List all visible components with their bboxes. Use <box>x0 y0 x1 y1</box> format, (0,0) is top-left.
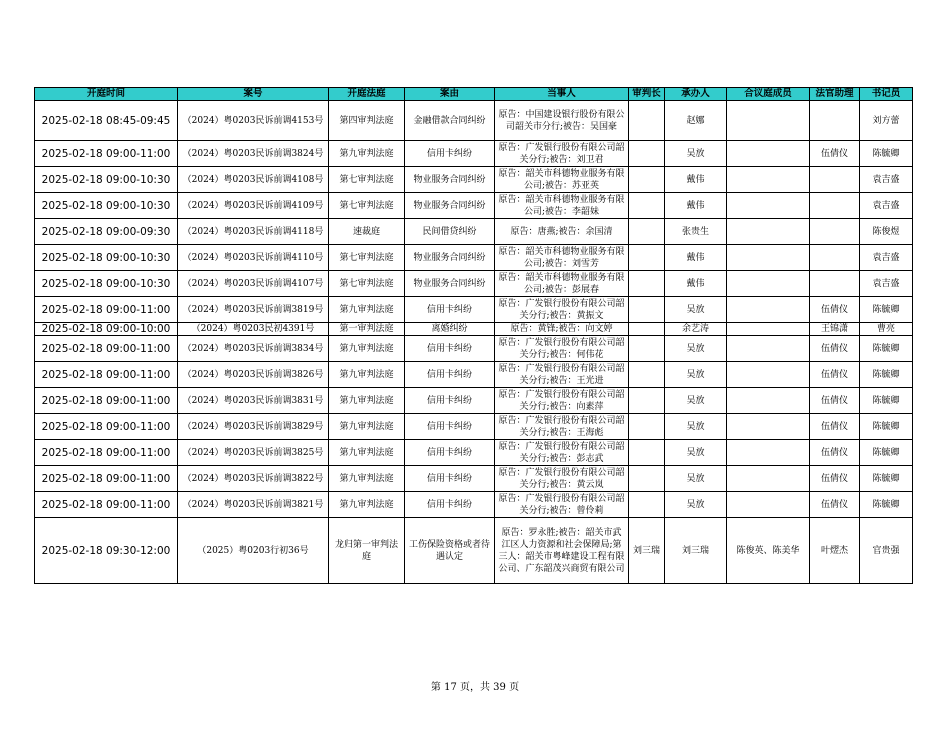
cause-cell: 物业服务合同纠纷 <box>405 193 495 219</box>
time-cell: 2025-02-18 09:00-11:00 <box>35 466 178 492</box>
handler-cell: 吴放 <box>665 362 727 388</box>
chief-judge-cell <box>629 414 665 440</box>
panel-cell <box>727 388 810 414</box>
parties-cell: 原告：广发银行股份有限公司韶关分行;被告：向素萍 <box>495 388 629 414</box>
case-number-cell: （2024）粤0203民初4391号 <box>178 323 329 336</box>
court-cell: 第九审判法庭 <box>329 336 405 362</box>
chief-judge-cell <box>629 388 665 414</box>
parties-cell: 原告：广发银行股份有限公司韶关分行;被告：刘卫君 <box>495 141 629 167</box>
handler-cell: 吴放 <box>665 492 727 518</box>
panel-cell <box>727 141 810 167</box>
cause-cell: 信用卡纠纷 <box>405 141 495 167</box>
table-row <box>35 219 913 245</box>
table-row <box>35 167 913 193</box>
clerk-cell: 陈俊煜 <box>860 219 913 245</box>
handler-cell: 戴伟 <box>665 167 727 193</box>
court-cell: 第九审判法庭 <box>329 414 405 440</box>
panel-cell <box>727 219 810 245</box>
court-cell: 第九审判法庭 <box>329 388 405 414</box>
chief-judge-cell <box>629 167 665 193</box>
time-cell: 2025-02-18 09:00-10:30 <box>35 167 178 193</box>
case-number-cell: （2024）粤0203民诉前调4153号 <box>178 101 329 141</box>
handler-cell: 戴伟 <box>665 245 727 271</box>
panel-cell <box>727 414 810 440</box>
cause-cell: 信用卡纠纷 <box>405 414 495 440</box>
parties-cell: 原告：黄锋;被告：向文婷 <box>495 323 629 336</box>
table-row <box>35 440 913 466</box>
time-cell: 2025-02-18 09:00-11:00 <box>35 388 178 414</box>
case-number-cell: （2024）粤0203民诉前调3822号 <box>178 466 329 492</box>
handler-cell: 戴伟 <box>665 271 727 297</box>
cause-cell: 信用卡纠纷 <box>405 466 495 492</box>
case-number-cell: （2024）粤0203民诉前调3825号 <box>178 440 329 466</box>
time-cell: 2025-02-18 09:00-11:00 <box>35 414 178 440</box>
chief-judge-cell <box>629 245 665 271</box>
cause-cell: 信用卡纠纷 <box>405 440 495 466</box>
assistant-cell <box>810 167 860 193</box>
column-header: 当事人 <box>495 88 629 101</box>
assistant-cell: 伍倩仪 <box>810 440 860 466</box>
cause-cell: 信用卡纠纷 <box>405 297 495 323</box>
chief-judge-cell <box>629 362 665 388</box>
handler-cell: 吴放 <box>665 141 727 167</box>
case-number-cell: （2024）粤0203民诉前调4107号 <box>178 271 329 297</box>
case-number-cell: （2024）粤0203民诉前调3826号 <box>178 362 329 388</box>
handler-cell: 吴放 <box>665 336 727 362</box>
chief-judge-cell <box>629 193 665 219</box>
case-number-cell: （2024）粤0203民诉前调3824号 <box>178 141 329 167</box>
table-row <box>35 336 913 362</box>
time-cell: 2025-02-18 08:45-09:45 <box>35 101 178 141</box>
court-cell: 第一审判法庭 <box>329 323 405 336</box>
time-cell: 2025-02-18 09:00-09:30 <box>35 219 178 245</box>
cause-cell: 物业服务合同纠纷 <box>405 271 495 297</box>
court-cell: 第四审判法庭 <box>329 101 405 141</box>
clerk-cell: 刘方蕾 <box>860 101 913 141</box>
column-header: 承办人 <box>665 88 727 101</box>
court-cell: 第九审判法庭 <box>329 440 405 466</box>
clerk-cell: 陈毓卿 <box>860 141 913 167</box>
column-header: 案由 <box>405 88 495 101</box>
assistant-cell: 伍倩仪 <box>810 492 860 518</box>
assistant-cell: 伍倩仪 <box>810 388 860 414</box>
header-row <box>35 88 913 101</box>
chief-judge-cell <box>629 141 665 167</box>
handler-cell: 吴放 <box>665 388 727 414</box>
clerk-cell: 曹亮 <box>860 323 913 336</box>
court-cell: 第九审判法庭 <box>329 297 405 323</box>
table-row <box>35 388 913 414</box>
case-number-cell: （2024）粤0203民诉前调3829号 <box>178 414 329 440</box>
panel-cell <box>727 323 810 336</box>
clerk-cell: 陈毓卿 <box>860 297 913 323</box>
case-number-cell: （2024）粤0203民诉前调4108号 <box>178 167 329 193</box>
parties-cell: 原告：广发银行股份有限公司韶关分行;被告：王光进 <box>495 362 629 388</box>
time-cell: 2025-02-18 09:00-10:30 <box>35 271 178 297</box>
panel-cell <box>727 193 810 219</box>
parties-cell: 原告：广发银行股份有限公司韶关分行;被告：彭志武 <box>495 440 629 466</box>
table-row <box>35 323 913 336</box>
assistant-cell <box>810 245 860 271</box>
case-number-cell: （2024）粤0203民诉前调4118号 <box>178 219 329 245</box>
clerk-cell: 袁吉盛 <box>860 271 913 297</box>
time-cell: 2025-02-18 09:00-11:00 <box>35 492 178 518</box>
table-row <box>35 101 913 141</box>
cause-cell: 离婚纠纷 <box>405 323 495 336</box>
assistant-cell <box>810 219 860 245</box>
court-cell: 第九审判法庭 <box>329 492 405 518</box>
handler-cell: 吴放 <box>665 414 727 440</box>
panel-cell <box>727 167 810 193</box>
chief-judge-cell <box>629 336 665 362</box>
time-cell: 2025-02-18 09:00-11:00 <box>35 440 178 466</box>
hearing-schedule-table <box>34 87 913 584</box>
clerk-cell: 陈毓卿 <box>860 414 913 440</box>
chief-judge-cell <box>629 271 665 297</box>
chief-judge-cell <box>629 101 665 141</box>
handler-cell: 吴放 <box>665 297 727 323</box>
table-row <box>35 466 913 492</box>
cause-cell: 信用卡纠纷 <box>405 492 495 518</box>
time-cell: 2025-02-18 09:00-11:00 <box>35 297 178 323</box>
column-header: 法官助理 <box>810 88 860 101</box>
case-number-cell: （2024）粤0203民诉前调3834号 <box>178 336 329 362</box>
cause-cell: 工伤保险资格或者待遇认定 <box>405 518 495 584</box>
case-number-cell: （2024）粤0203民诉前调3821号 <box>178 492 329 518</box>
parties-cell: 原告：广发银行股份有限公司韶关分行;被告：黄云岚 <box>495 466 629 492</box>
handler-cell: 余艺涛 <box>665 323 727 336</box>
parties-cell: 原告：韶关市科德物业服务有限公司;被告：彭展春 <box>495 271 629 297</box>
table-row <box>35 492 913 518</box>
panel-cell <box>727 297 810 323</box>
handler-cell: 吴放 <box>665 466 727 492</box>
column-header: 合议庭成员 <box>727 88 810 101</box>
parties-cell: 原告：广发银行股份有限公司韶关分行;被告：王海彪 <box>495 414 629 440</box>
panel-cell <box>727 492 810 518</box>
panel-cell <box>727 245 810 271</box>
time-cell: 2025-02-18 09:00-11:00 <box>35 336 178 362</box>
cause-cell: 金融借款合同纠纷 <box>405 101 495 141</box>
panel-cell <box>727 101 810 141</box>
table-row <box>35 271 913 297</box>
assistant-cell: 伍倩仪 <box>810 141 860 167</box>
court-cell: 第七审判法庭 <box>329 245 405 271</box>
parties-cell: 原告：韶关市科德物业服务有限公司;被告：李韶妹 <box>495 193 629 219</box>
time-cell: 2025-02-18 09:00-11:00 <box>35 141 178 167</box>
clerk-cell: 陈毓卿 <box>860 492 913 518</box>
clerk-cell: 官贵强 <box>860 518 913 584</box>
court-cell: 第七审判法庭 <box>329 193 405 219</box>
time-cell: 2025-02-18 09:00-10:30 <box>35 245 178 271</box>
handler-cell: 戴伟 <box>665 193 727 219</box>
assistant-cell: 伍倩仪 <box>810 336 860 362</box>
chief-judge-cell <box>629 297 665 323</box>
handler-cell: 赵娜 <box>665 101 727 141</box>
cause-cell: 物业服务合同纠纷 <box>405 245 495 271</box>
clerk-cell: 袁吉盛 <box>860 245 913 271</box>
chief-judge-cell <box>629 466 665 492</box>
case-number-cell: （2024）粤0203民诉前调4109号 <box>178 193 329 219</box>
cause-cell: 信用卡纠纷 <box>405 362 495 388</box>
clerk-cell: 陈毓卿 <box>860 388 913 414</box>
court-cell: 第九审判法庭 <box>329 466 405 492</box>
case-number-cell: （2024）粤0203民诉前调3819号 <box>178 297 329 323</box>
cause-cell: 物业服务合同纠纷 <box>405 167 495 193</box>
table-row <box>35 141 913 167</box>
parties-cell: 原告：唐燕;被告：余国清 <box>495 219 629 245</box>
case-number-cell: （2025）粤0203行初36号 <box>178 518 329 584</box>
handler-cell: 刘三瑞 <box>665 518 727 584</box>
handler-cell: 吴放 <box>665 440 727 466</box>
table-row <box>35 245 913 271</box>
assistant-cell: 伍倩仪 <box>810 466 860 492</box>
court-cell: 第九审判法庭 <box>329 141 405 167</box>
parties-cell: 原告：广发银行股份有限公司韶关分行;被告：黄振文 <box>495 297 629 323</box>
column-header: 案号 <box>178 88 329 101</box>
panel-cell <box>727 336 810 362</box>
assistant-cell <box>810 101 860 141</box>
case-number-cell: （2024）粤0203民诉前调3831号 <box>178 388 329 414</box>
chief-judge-cell <box>629 492 665 518</box>
clerk-cell: 陈毓卿 <box>860 466 913 492</box>
assistant-cell: 伍倩仪 <box>810 297 860 323</box>
page-footer: 第 17 页，共 39 页 <box>430 682 520 693</box>
parties-cell: 原告：罗永胜;被告：韶关市武江区人力资源和社会保障局;第三人：韶关市粤峰建设工程有限公司、广东韶茂兴商贸有限公司 <box>495 518 629 584</box>
table-row <box>35 414 913 440</box>
column-header: 审判长 <box>629 88 665 101</box>
panel-cell <box>727 271 810 297</box>
column-header: 书记员 <box>860 88 913 101</box>
court-cell: 第七审判法庭 <box>329 271 405 297</box>
panel-cell <box>727 362 810 388</box>
parties-cell: 原告：广发银行股份有限公司韶关分行;被告：曾伶莉 <box>495 492 629 518</box>
court-cell: 第九审判法庭 <box>329 362 405 388</box>
time-cell: 2025-02-18 09:00-10:00 <box>35 323 178 336</box>
chief-judge-cell <box>629 219 665 245</box>
court-cell: 速裁庭 <box>329 219 405 245</box>
parties-cell: 原告：韶关市科德物业服务有限公司;被告：刘雪芳 <box>495 245 629 271</box>
panel-cell <box>727 440 810 466</box>
assistant-cell: 伍倩仪 <box>810 414 860 440</box>
assistant-cell <box>810 271 860 297</box>
clerk-cell: 陈毓卿 <box>860 336 913 362</box>
cause-cell: 民间借贷纠纷 <box>405 219 495 245</box>
table-row <box>35 297 913 323</box>
time-cell: 2025-02-18 09:30-12:00 <box>35 518 178 584</box>
chief-judge-cell <box>629 440 665 466</box>
clerk-cell: 陈毓卿 <box>860 362 913 388</box>
chief-judge-cell <box>629 323 665 336</box>
time-cell: 2025-02-18 09:00-11:00 <box>35 362 178 388</box>
court-cell: 龙归第一审判法庭 <box>329 518 405 584</box>
time-cell: 2025-02-18 09:00-10:30 <box>35 193 178 219</box>
panel-cell <box>727 466 810 492</box>
assistant-cell: 叶熤杰 <box>810 518 860 584</box>
assistant-cell <box>810 193 860 219</box>
clerk-cell: 陈毓卿 <box>860 440 913 466</box>
column-header: 开庭时间 <box>35 88 178 101</box>
handler-cell: 张贵生 <box>665 219 727 245</box>
clerk-cell: 袁吉盛 <box>860 167 913 193</box>
assistant-cell: 王锦潇 <box>810 323 860 336</box>
case-number-cell: （2024）粤0203民诉前调4110号 <box>178 245 329 271</box>
table-row <box>35 518 913 584</box>
column-header: 开庭法庭 <box>329 88 405 101</box>
table-row <box>35 362 913 388</box>
cause-cell: 信用卡纠纷 <box>405 388 495 414</box>
table-row <box>35 193 913 219</box>
chief-judge-cell: 刘三瑞 <box>629 518 665 584</box>
table-body <box>35 101 913 584</box>
parties-cell: 原告：广发银行股份有限公司韶关分行;被告：何伟花 <box>495 336 629 362</box>
clerk-cell: 袁吉盛 <box>860 193 913 219</box>
parties-cell: 原告：韶关市科德物业服务有限公司;被告：苏亚英 <box>495 167 629 193</box>
court-cell: 第七审判法庭 <box>329 167 405 193</box>
cause-cell: 信用卡纠纷 <box>405 336 495 362</box>
assistant-cell: 伍倩仪 <box>810 362 860 388</box>
panel-cell: 陈俊英、陈美华 <box>727 518 810 584</box>
parties-cell: 原告：中国建设银行股份有限公司韶关市分行;被告：吴国豪 <box>495 101 629 141</box>
